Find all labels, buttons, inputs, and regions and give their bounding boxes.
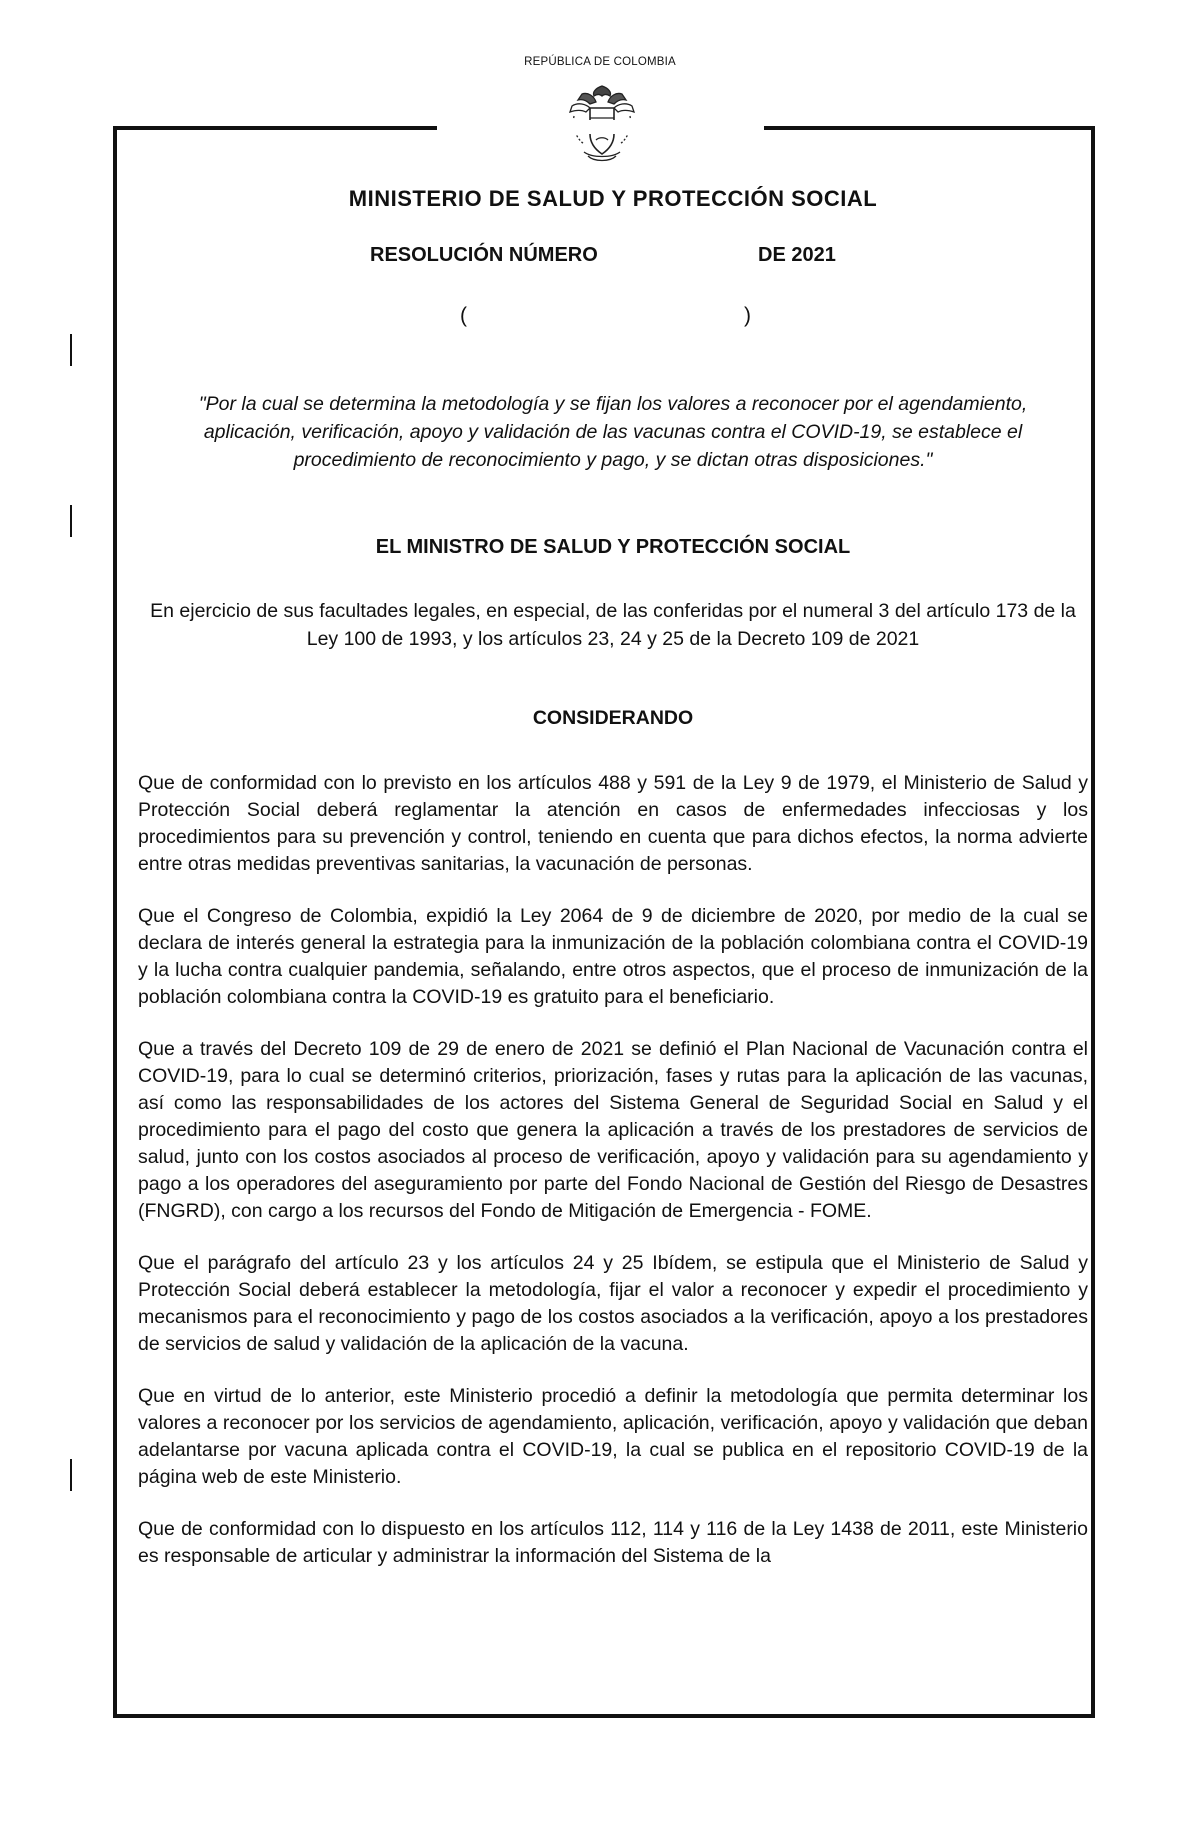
paren-close: ) [744,304,751,327]
resolution-year: DE 2021 [758,244,836,266]
revision-mark [70,334,72,366]
revision-mark [70,505,72,537]
resolution-label: RESOLUCIÓN NÚMERO [370,244,598,266]
minister-heading: EL MINISTRO DE SALUD Y PROTECCIÓN SOCIAL [375,536,851,558]
considerando-paragraph: Que el parágrafo del artículo 23 y los artículos 24 y 25 Ibídem, se estipula que el Ministerio de Salud y Protección Social deberá establecer la metodología, fijar el valor a reconocer y expedir el procedimiento y mecanismos para el reconocimiento y pago de los costos asociados a la verificación, apoyo a los prestadores de servicios de salud y validación de la aplicación de la vacuna. [138,1252,1088,1355]
considerando-paragraph: Que a través del Decreto 109 de 29 de enero de 2021 se definió el Plan Nacional de Vacunación contra el COVID-19, para lo cual se determinó criterios, priorización, fases y rutas para la aplicación de las vacunas, así como las responsabilidades de los actores del Sistema General de Seguridad Social en Salud y el procedimiento para el pago del costo que genera la aplicación a través de los prestadores de servicios de salud, junto con los costos asociados al proceso de verificación, apoyo y validación para su agendamiento y pago a los operadores del aseguramiento por parte del Fondo Nacional de Gestión del Riesgo de Desastres (FNGRD), con cargo a los recursos del Fondo de Mitigación de Emergencia - FOME. [138,1038,1088,1222]
considerando-paragraph: Que de conformidad con lo dispuesto en los artículos 112, 114 y 116 de la Ley 1438 de 2011, este Ministerio es responsable de articular y administrar la información del Sistema de la [138,1518,1088,1567]
revision-mark [70,1459,72,1491]
ministry-title: MINISTERIO DE SALUD Y PROTECCIÓN SOCIAL [348,186,878,211]
frame-gap [437,120,764,134]
considerando-paragraph: Que el Congreso de Colombia, expidió la Ley 2064 de 9 de diciembre de 2020, por medio de la cual se declara de interés general la estrategia para la inmunización de la población colombiana contra el COVID-19 y la lucha contra cualquier pandemia, señalando, entre otros aspectos, que el proceso de inmunización de la población colombiana contra la COVID-19 es gratuito para el beneficiario. [138,905,1088,1008]
country-label: REPÚBLICA DE COLOMBIA [524,56,676,68]
paren-open: ( [460,304,467,327]
considerando-paragraph: Que de conformidad con lo previsto en los artículos 488 y 591 de la Ley 9 de 1979, el Ministerio de Salud y Protección Social deberá reglamentar la atención en casos de enfermedades infecciosas y los procedimientos para su prevención y control, teniendo en cuenta que para dichos efectos, la norma advierte entre otras medidas preventivas sanitarias, la vacunación de personas. [138,772,1088,875]
faculties-paragraph: En ejercicio de sus facultades legales, en especial, de las conferidas por el numeral 3 del artículo 173 de la Ley 100 de 1993, y los artículos 23, 24 y 25 de la Decreto 109 de 2021 [150,600,1076,650]
resolution-row [138,244,1088,274]
resolution-subject: "Por la cual se determina la metodología y se fijan los valores a reconocer por el agendamiento, aplicación, verificación, apoyo y validación de las vacunas contra el COVID-19, se establece el procedimiento de reconocimiento y pago, y se dictan otras disposiciones." [198,393,1028,471]
considerando-paragraph: Que en virtud de lo anterior, este Ministerio procedió a definir la metodología que permita determinar los valores a reconocer por los servicios de agendamiento, aplicación, verificación, apoyo y validación que deban adelantarse por vacuna aplicada contra el COVID-19, la cual se publica en el repositorio COVID-19 de la página web de este Ministerio. [138,1385,1088,1488]
considerando-heading: CONSIDERANDO [532,707,694,729]
resolution-date-row [138,304,1088,334]
document-content [138,186,1088,1570]
